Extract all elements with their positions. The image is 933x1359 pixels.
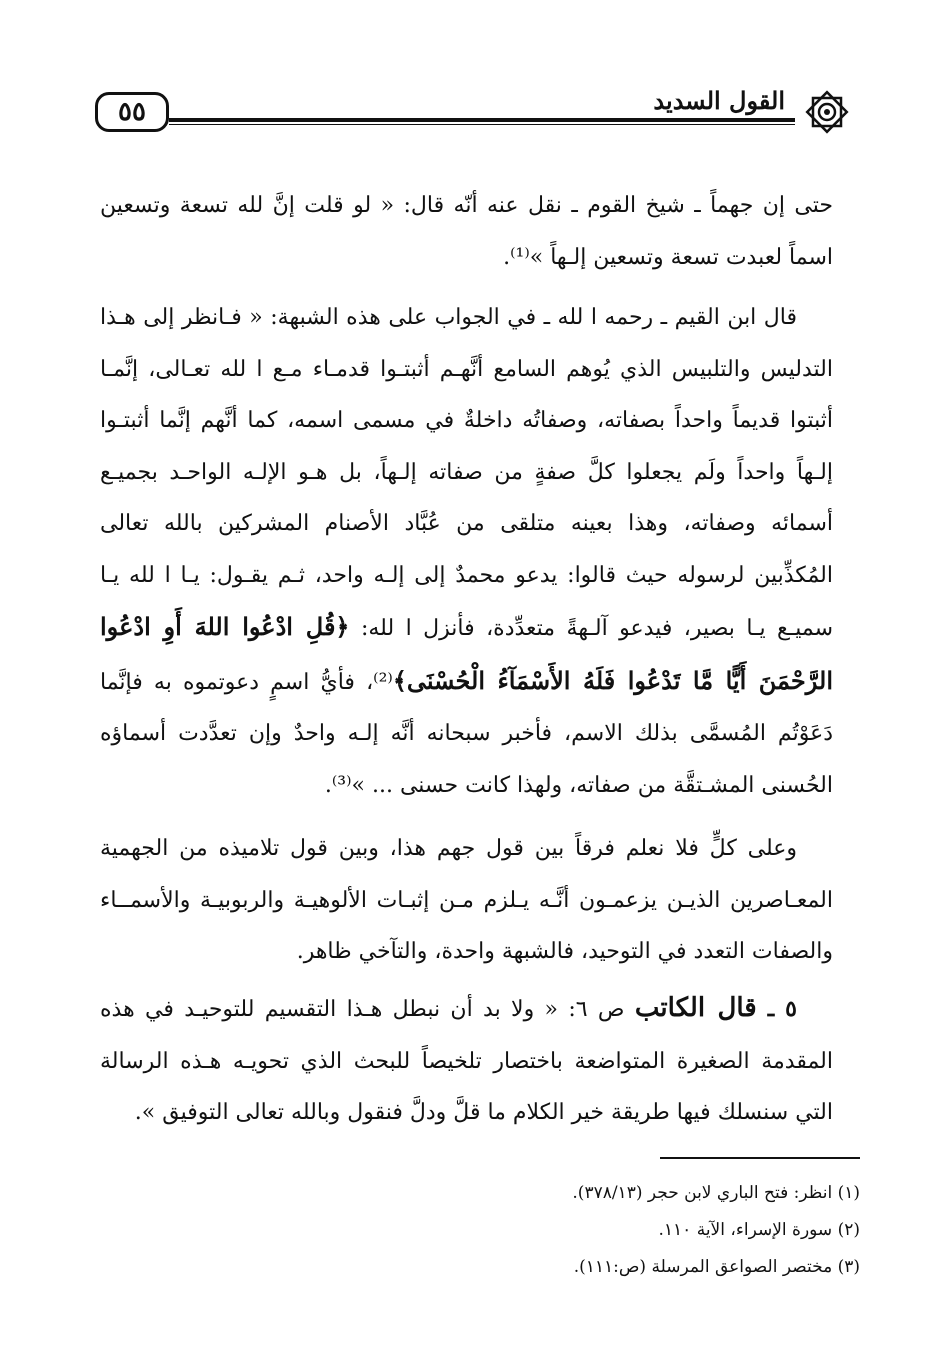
paragraph-3-text: وعلى كلٍّ فلا نعلم فرقاً بين قول جهم هذا، وبين قول تلاميذه من الجهمية المعـاصرين الذيـن يزعمـون أنَّـه يـلزم مـن إثبـات الألوهيـة والربوبيـة والأسمــاء والصفات التعدد في التوحيد، فالشبهة واحدة، والتآخي ظاهر. <box>100 836 833 964</box>
paragraph-1 <box>100 180 833 283</box>
book-title: القول السديد <box>653 86 785 115</box>
paragraph-4-text <box>100 983 833 1139</box>
section-heading: قال الكاتب <box>634 993 757 1023</box>
item-number: ٥ ـ <box>756 996 797 1022</box>
paragraph-3 <box>100 823 833 978</box>
footnote-2: (٢) سورة الإسراء، الآية ١١٠. <box>658 1220 860 1240</box>
paragraph-1-text: حتى إن جهماً ـ شيخ القوم ـ نقل عنه أنّه قال: « لو قلت إنَّ لله تسعة وتسعين اسماً لعبدت تسعة وتسعين إلـهاً »⁽¹⁾. <box>100 193 833 270</box>
star-flower-ornament-icon <box>799 84 855 140</box>
paragraph-2-text <box>100 292 833 811</box>
footnote-3: (٣) مختصر الصواعق المرسلة (ص:١١١). <box>573 1257 860 1277</box>
ibn-qayyim-quote-part-a: قال ابن القيم ـ رحمه ا لله ـ في الجواب على هذه الشبهة: « فـانظر إلى هـذا التدليس والتلبيس الذي يُوهم السامع أنَّهـم أثبتـوا قدمـاء مـع ا لله تعـالى، إنَّمـا أثبتوا قديماً واحداً بصفاته، وصفاتُه داخلةٌ في مسمى اسمه، كما أنَّهم إنَّما أثبتـوا إلـهاً واحداً ولَم يجعلوا كلَّ صفةٍ من صفاته إلـهاً، بل هـو الإلـه الواحـد بجميـع أسمائه وصفاته، وهذا بعينه متلقى من عُبَّاد الأصنام المشركين بالله تعالى المُكذِّبين لرسوله حيث قالوا: يدعو محمدٌ إلى إلـه واحد، ثـم يقـول: يـا ا لله يـا سميـع يـا بصير، فيدعو آلـهةً متعدِّدة، فأنزل ا لله: <box>100 305 834 641</box>
footnote-1: (١) انظر: فتح الباري لابن حجر (٣٧٨/١٣). <box>572 1183 860 1203</box>
paragraph-4 <box>100 983 833 1139</box>
footnotes <box>400 1175 860 1286</box>
page-header <box>95 84 855 154</box>
header-rule-thin <box>169 124 795 125</box>
paragraph-2 <box>100 292 833 811</box>
page-number: ٥٥ <box>95 92 169 132</box>
footnote-separator <box>660 1157 860 1159</box>
quran-verse: ﴿قُلِ ادْعُوا اللهَ أَوِ ادْعُوا الرَّحْمَنَ أَيًّا مَّا تَدْعُوا فَلَهُ الأَسْمَآءُ الْحُسْنَى﴾ <box>100 612 833 695</box>
header-rule <box>169 118 795 122</box>
ibn-qayyim-quote-part-b: ⁽²⁾، فأيُّ اسمٍ دعوتموه به فإنَّما دَعَوْتُم المُسمَّى بذلك الاسم، فأخبر سبحانه أنَّه إلـه واحدٌ وإن تعدَّدت أسماؤه الحُسنى المشـتقَّة من صفاته، ولهذا كانت حسنى ... »⁽³⁾. <box>100 669 833 798</box>
writer-quote: ص ٦: « ولا بد أن نبطل هـذا التقسيم للتوحيـد في هذه المقدمة الصغيرة المتواضعة باختصار تلخيصاً للبحث الذي تحويـه هـذه الرسالة التي سنسلك فيها طريقة خير الكلام ما قلَّ ودلَّ فنقول وبالله تعالى التوفيق ». <box>100 997 833 1125</box>
